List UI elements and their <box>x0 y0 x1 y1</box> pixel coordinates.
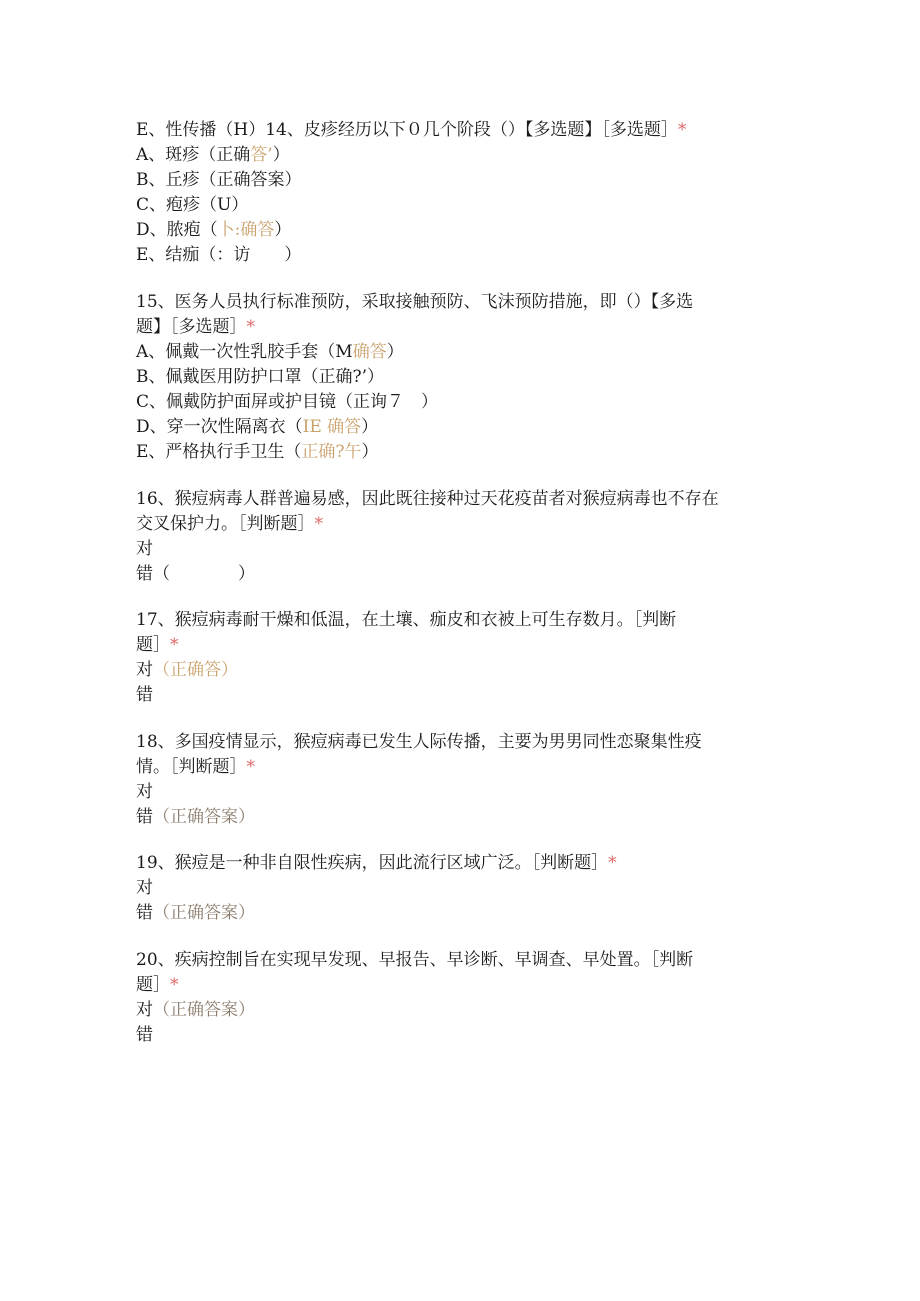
q18-option-true: 对 <box>136 782 153 802</box>
q16-option-true: 对 <box>136 539 153 559</box>
q15-d-answer: IE 确答 <box>302 417 362 437</box>
q15-required-mark: * <box>246 317 255 337</box>
q16-stem-line2 <box>136 512 776 537</box>
q20-option-false: 错 <box>136 1025 153 1045</box>
q15-option-d <box>136 415 776 440</box>
q19-false-answer: （正确答案） <box>153 903 255 923</box>
q19-stem-text: 19、猴痘是一种非自限性疾病，因此流行区域广泛。［判断题］ <box>136 853 609 873</box>
q20-stem-text: 题］ <box>136 975 170 995</box>
q20-true-text: 对 <box>136 1000 153 1020</box>
q16-option-false: 错（ ） <box>136 564 255 584</box>
q18-required-mark: * <box>246 757 255 777</box>
q20-stem-line1: 20、疾病控制旨在实现早发现、早报告、早诊断、早调查、早处置。［判断 <box>136 950 694 970</box>
q14-required-mark: * <box>677 120 687 140</box>
q17-option-true <box>136 658 776 683</box>
q14-d-text: D、脓疱（ <box>136 220 218 240</box>
q17-stem-line1: 17、猴痘病毒耐干燥和低温，在土壤、痂皮和衣被上可生存数月。［判断 <box>136 610 677 630</box>
q15-d-text: D、穿一次性隔离衣（ <box>136 417 303 437</box>
q19-false-text: 错 <box>136 903 153 923</box>
q15-option-a <box>136 340 776 365</box>
q19-option-false <box>136 901 776 926</box>
q14-a-text: A、斑疹（正确 <box>136 145 251 165</box>
q17-option-false: 错 <box>136 685 153 705</box>
q15-option-e <box>136 440 776 465</box>
q18-false-text: 错 <box>136 807 153 827</box>
q15-stem-text: 题】［多选题］ <box>136 317 247 337</box>
q16-stem-line1: 16、猴痘病毒人群普遍易感，因此既往接种过天花疫苗者对猴痘病毒也不存在 <box>136 489 719 509</box>
q14-stem <box>136 118 776 143</box>
q15-d-end: ） <box>361 417 379 437</box>
q15-option-c: C、佩戴防护面屏或护目镜（正询７ ） <box>136 392 439 412</box>
q15-a-answer: 确答 <box>352 342 387 362</box>
q15-e-text: E、严格执行手卫生（ <box>136 442 302 462</box>
q17-stem-line2 <box>136 633 776 658</box>
q20-true-answer: （正确答案） <box>153 1000 255 1020</box>
q20-stem-line2 <box>136 973 776 998</box>
q17-true-text: 对 <box>136 660 153 680</box>
q14-a-end: ） <box>272 145 290 165</box>
q15-a-end: ） <box>386 342 404 362</box>
q15-e-answer: 正确?午 <box>301 442 362 462</box>
q15-e-end: ） <box>361 442 379 462</box>
q18-option-false <box>136 805 776 830</box>
q14-option-a <box>136 143 776 168</box>
q18-stem-line2 <box>136 755 776 780</box>
q17-stem-text: 题］ <box>136 635 170 655</box>
q15-stem-line1: 15、医务人员执行标准预防，采取接触预防、飞沫预防措施，即（）【多选 <box>136 292 694 312</box>
q14-stem-text: E、性传播（H）14、皮疹经历以下０几个阶段（）【多选题】［多选题］ <box>136 120 678 140</box>
q20-option-true <box>136 998 776 1023</box>
q19-required-mark: * <box>608 853 617 873</box>
q14-d-end: ） <box>274 220 292 240</box>
q18-stem-line1: 18、多国疫情显示，猴痘病毒已发生人际传播，主要为男男同性恋聚集性疫 <box>136 732 702 752</box>
q19-option-true: 对 <box>136 878 153 898</box>
q20-required-mark: * <box>170 975 179 995</box>
q18-false-answer: （正确答案） <box>153 807 255 827</box>
q14-option-d <box>136 218 776 243</box>
q17-required-mark: * <box>170 635 179 655</box>
q14-d-answer: 卜:确答 <box>217 220 275 240</box>
q15-a-text: A、佩戴一次性乳胶手套（M <box>136 342 353 362</box>
q19-stem <box>136 851 776 876</box>
q15-option-b: B、佩戴医用防护口罩（正确?’） <box>136 367 385 387</box>
q14-option-b: B、丘疹（正确答案） <box>136 170 302 190</box>
q16-stem-text: 交叉保护力。［判断题］ <box>136 514 315 534</box>
q14-option-c: C、疱疹（U） <box>136 195 249 215</box>
q14-a-answer: 答’ <box>250 145 273 165</box>
q16-required-mark: * <box>314 514 323 534</box>
q18-stem-text: 情。［判断题］ <box>136 757 247 777</box>
q17-true-answer: （正确答） <box>153 660 238 680</box>
q14-option-e: E、结痂（：访 ） <box>136 245 302 265</box>
q15-stem-line2 <box>136 315 776 340</box>
